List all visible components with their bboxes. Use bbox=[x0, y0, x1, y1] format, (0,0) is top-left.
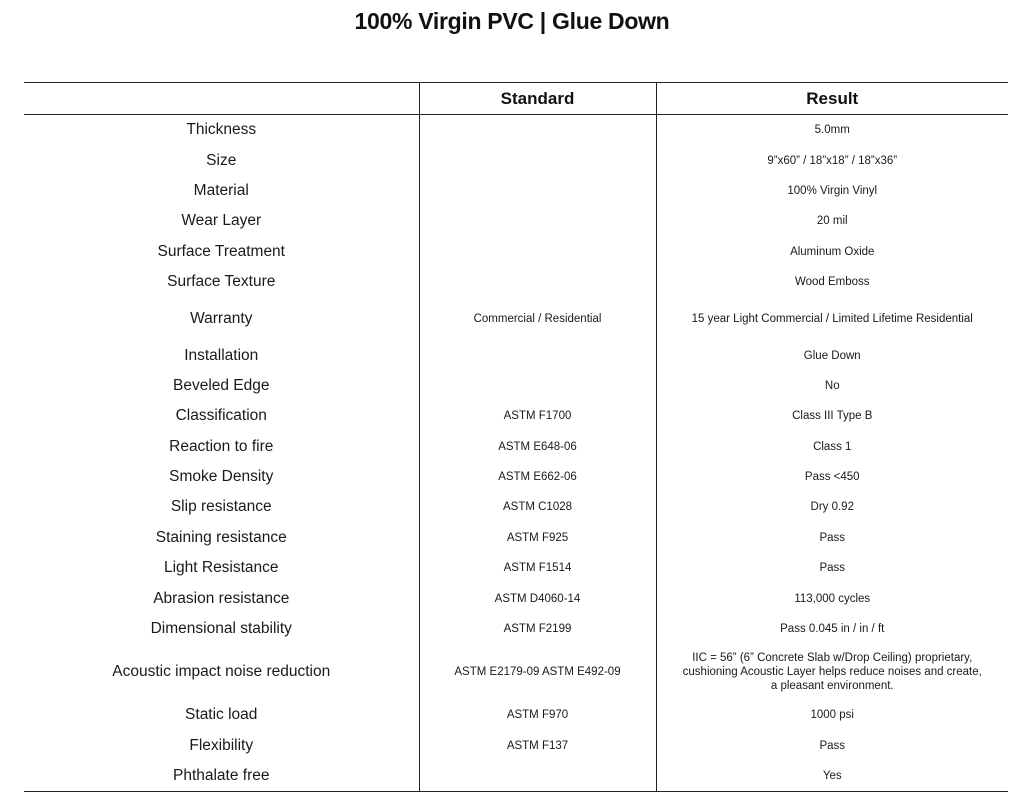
row-standard: ASTM D4060-14 bbox=[419, 583, 656, 613]
row-standard: ASTM F970 bbox=[419, 700, 656, 730]
table-row bbox=[24, 644, 1008, 700]
row-result: Class III Type B bbox=[656, 401, 1008, 431]
row-standard: ASTM F925 bbox=[419, 523, 656, 553]
table-row bbox=[24, 237, 1008, 267]
row-result: 113,000 cycles bbox=[656, 583, 1008, 613]
row-result: Wood Emboss bbox=[656, 267, 1008, 297]
row-standard bbox=[419, 206, 656, 236]
result-line: a pleasant environment. bbox=[770, 680, 894, 693]
row-property: Dimensional stability bbox=[150, 620, 292, 638]
row-property: Flexibility bbox=[189, 736, 254, 754]
row-result: Pass <450 bbox=[656, 462, 1008, 492]
row-standard: ASTM C1028 bbox=[419, 492, 656, 522]
row-property: Wear Layer bbox=[181, 212, 262, 230]
row-property: Slip resistance bbox=[170, 498, 272, 516]
table-row bbox=[24, 731, 1008, 761]
table-row bbox=[24, 267, 1008, 297]
table-row bbox=[24, 492, 1008, 522]
table-row bbox=[24, 297, 1008, 340]
row-standard bbox=[419, 176, 656, 206]
result-line: cushioning Acoustic Layer helps reduce noises and create, bbox=[682, 666, 982, 679]
row-property: Smoke Density bbox=[169, 468, 274, 486]
row-standard: ASTM F1700 bbox=[419, 401, 656, 431]
row-standard: ASTM E648-06 bbox=[419, 432, 656, 462]
row-property: Light Resistance bbox=[163, 559, 279, 577]
row-property: Static load bbox=[185, 706, 258, 724]
row-result: 15 year Light Commercial / Limited Lifetime Residential bbox=[656, 297, 1008, 340]
row-property: Staining resistance bbox=[155, 528, 287, 546]
row-standard bbox=[419, 761, 656, 792]
row-property: Surface Treatment bbox=[157, 242, 285, 260]
row-result: 9”x60” / 18”x18” / 18”x36” bbox=[656, 145, 1008, 175]
row-result: No bbox=[656, 371, 1008, 401]
row-result: Dry 0.92 bbox=[656, 492, 1008, 522]
header-property bbox=[24, 83, 419, 115]
row-property: Beveled Edge bbox=[172, 376, 270, 394]
table-row bbox=[24, 145, 1008, 175]
row-property: Reaction to fire bbox=[169, 437, 274, 455]
table-row bbox=[24, 700, 1008, 730]
row-standard: ASTM F2199 bbox=[419, 614, 656, 644]
row-standard bbox=[419, 340, 656, 370]
table-row bbox=[24, 462, 1008, 492]
row-result: 1000 psi bbox=[656, 700, 1008, 730]
table-row bbox=[24, 523, 1008, 553]
table-row bbox=[24, 176, 1008, 206]
result-line: IIC = 56” (6” Concrete Slab w/Drop Ceiling) proprietary, bbox=[692, 652, 973, 665]
row-standard bbox=[419, 145, 656, 175]
page-title: 100% Virgin PVC | Glue Down bbox=[354, 8, 670, 34]
row-property: Classification bbox=[175, 407, 267, 425]
table-row bbox=[24, 583, 1008, 613]
row-result: Pass bbox=[656, 523, 1008, 553]
spec-table bbox=[24, 82, 1008, 792]
table-row bbox=[24, 614, 1008, 644]
row-result: Class 1 bbox=[656, 432, 1008, 462]
row-result: 5.0mm bbox=[656, 115, 1008, 146]
row-property: Acoustic impact noise reduction bbox=[112, 663, 331, 681]
row-property: Warranty bbox=[190, 309, 253, 327]
row-result: 20 mil bbox=[656, 206, 1008, 236]
row-property: Phthalate free bbox=[24, 761, 419, 792]
row-result: Aluminum Oxide bbox=[656, 237, 1008, 267]
table-row bbox=[24, 115, 1008, 146]
row-standard: Commercial / Residential bbox=[419, 297, 656, 340]
table-row bbox=[24, 371, 1008, 401]
header-result: Result bbox=[656, 83, 1008, 115]
row-property: Installation bbox=[184, 346, 259, 364]
row-standard bbox=[419, 237, 656, 267]
table-row bbox=[24, 401, 1008, 431]
table-row bbox=[24, 553, 1008, 583]
row-standard bbox=[419, 267, 656, 297]
row-result: Yes bbox=[656, 761, 1008, 792]
row-property: Material bbox=[193, 181, 249, 199]
table-row bbox=[24, 761, 1008, 792]
row-standard: ASTM E2179-09 ASTM E492-09 bbox=[419, 644, 656, 700]
table-row bbox=[24, 432, 1008, 462]
table-row bbox=[24, 340, 1008, 370]
row-result: 100% Virgin Vinyl bbox=[656, 176, 1008, 206]
table-header-row bbox=[24, 83, 1008, 115]
row-property: Thickness bbox=[186, 121, 257, 139]
header-standard: Standard bbox=[419, 83, 656, 115]
table-row bbox=[24, 206, 1008, 236]
row-standard bbox=[419, 115, 656, 146]
row-standard: ASTM F1514 bbox=[419, 553, 656, 583]
row-property: Surface Texture bbox=[167, 273, 276, 291]
row-standard bbox=[419, 371, 656, 401]
row-result: Pass bbox=[656, 553, 1008, 583]
row-standard: ASTM F137 bbox=[419, 731, 656, 761]
row-result-multiline bbox=[656, 644, 1008, 700]
row-result: Pass bbox=[656, 731, 1008, 761]
row-standard: ASTM E662-06 bbox=[419, 462, 656, 492]
row-result: Glue Down bbox=[656, 340, 1008, 370]
row-result: Pass 0.045 in / in / ft bbox=[656, 614, 1008, 644]
row-property: Size bbox=[206, 151, 237, 169]
row-property: Abrasion resistance bbox=[153, 589, 290, 607]
